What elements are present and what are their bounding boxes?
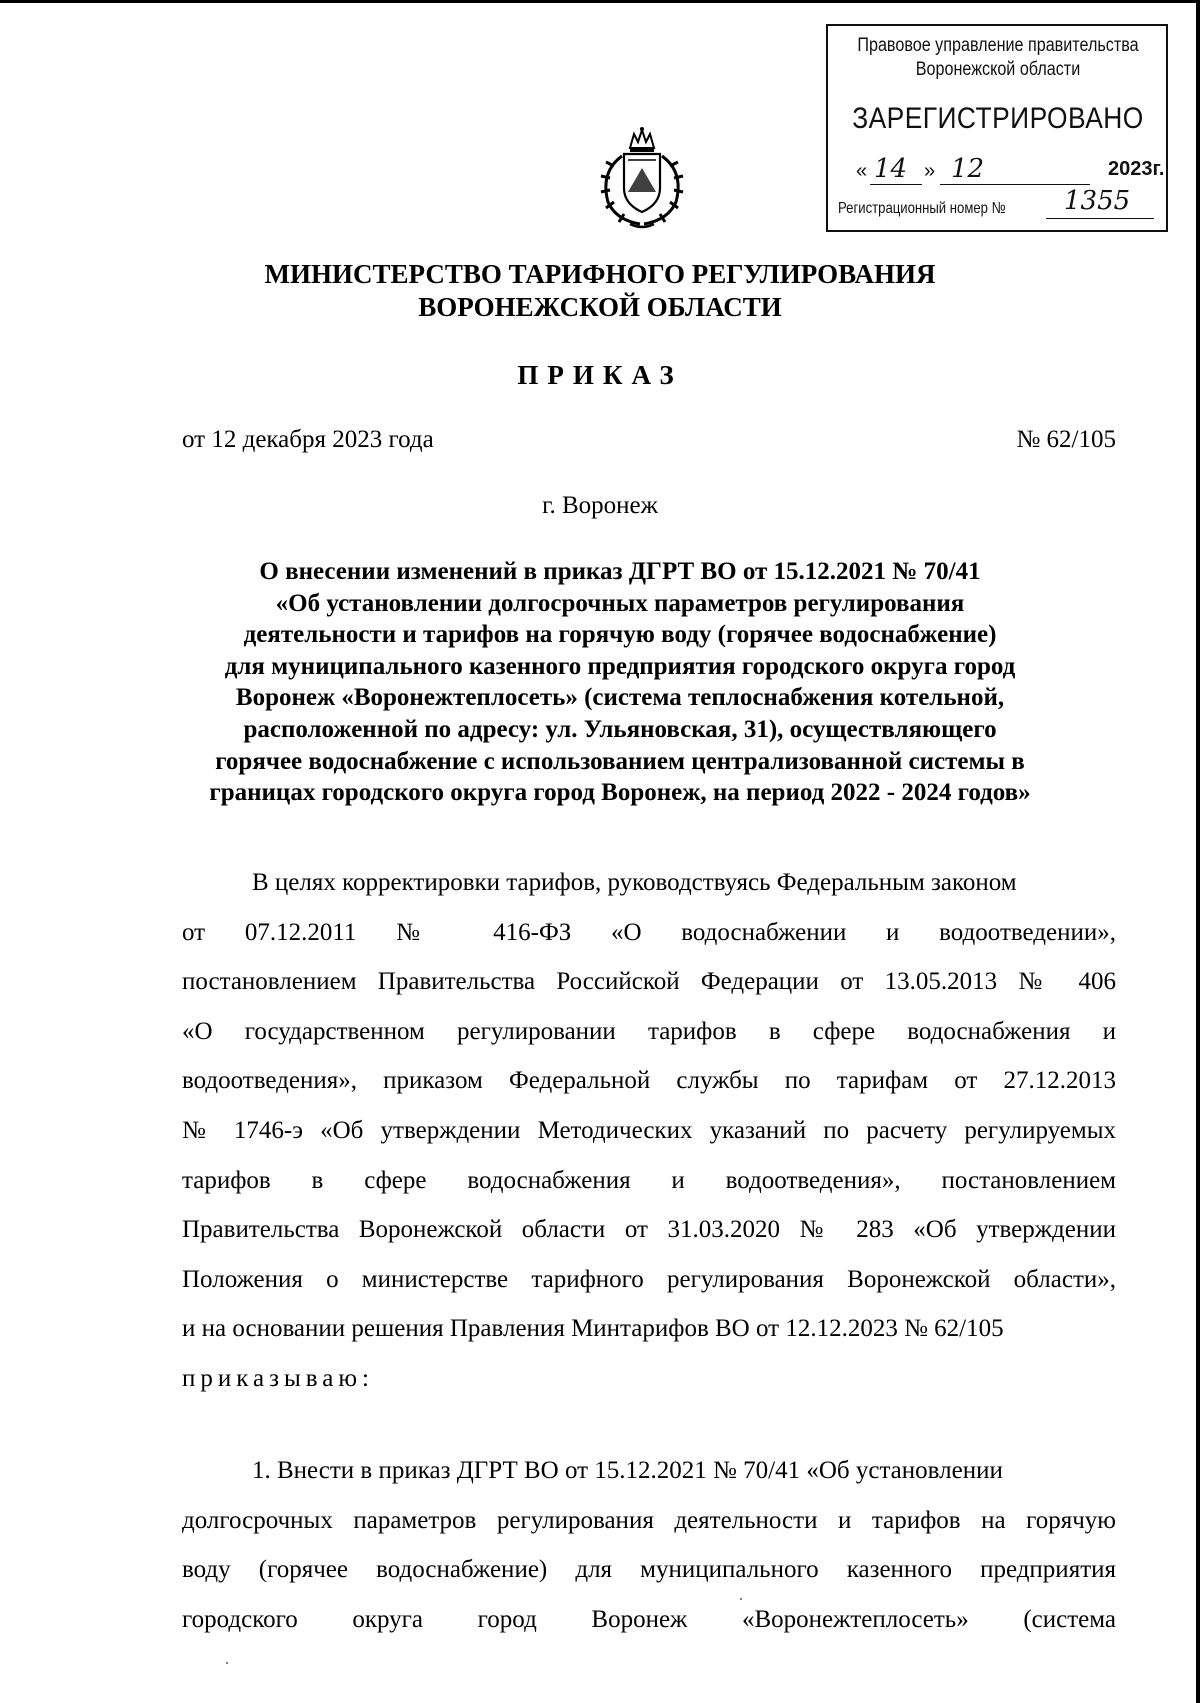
stamp-quote-open: « — [856, 160, 868, 182]
stamp-date-year: 2023г. — [1108, 158, 1165, 180]
ministry-title-line2: ВОРОНЕЖСКОЙ ОБЛАСТИ — [418, 292, 782, 322]
order-date: от 12 декабря 2023 года — [182, 426, 434, 453]
stamp-date-day: 14 — [874, 154, 908, 184]
body-line: Правительства Воронежской области от 31.03.2020 № 283 «Об утверждении — [182, 1216, 1116, 1244]
stamp-regnum-label: Регистрационный номер № — [838, 200, 1006, 217]
subject-line: для муниципального казенного предприятия городского округа город — [224, 652, 1016, 680]
body-line: городского округа город Воронеж «Воронежтеплосеть» (система — [182, 1605, 1116, 1633]
body-line: В целях корректировки тарифов, руководствуясь Федеральным законом — [252, 869, 1017, 896]
scan-speck — [740, 1598, 742, 1600]
order-subject — [150, 556, 1090, 809]
body-line: и на основании решения Правления Минтарифов ВО от 12.12.2023 № 62/105 — [182, 1315, 1004, 1343]
body-line: Положения о министерстве тарифного регулирования Воронежской области», — [182, 1265, 1116, 1293]
stamp-day-underline — [870, 184, 922, 185]
subject-line: горячее водоснабжение с использованием централизованной системы в — [215, 747, 1025, 775]
scan-edge-top — [0, 0, 1200, 3]
stamp-regnum-value: 1355 — [1064, 186, 1131, 216]
stamp-date-month: 12 — [951, 154, 985, 184]
body-line: тарифов в сфере водоснабжения и водоотведения», постановлением — [182, 1166, 1116, 1194]
subject-line: О внесении изменений в приказ ДГРТ ВО от 15.12.2021 № 70/41 — [259, 558, 981, 585]
stamp-quote-close: » — [924, 160, 936, 182]
orders-word: приказываю: — [182, 1364, 374, 1392]
stamp-month-underline — [940, 184, 1090, 185]
document-type: ПРИКАЗ — [517, 360, 683, 390]
body-line: воду (горячее водоснабжение) для муниципального казенного предприятия — [182, 1556, 1116, 1584]
subject-line: границах городского округа город Воронеж, на период 2022 - 2024 годов» — [209, 779, 1031, 807]
scan-speck — [226, 1662, 228, 1664]
registration-stamp — [826, 24, 1168, 232]
stamp-department: Правовое управление правительства Воронежской области — [857, 35, 1139, 80]
scan-edge-right — [1196, 0, 1200, 1703]
subject-line: «Об установлении долгосрочных параметров регулирования — [275, 589, 965, 617]
preamble-paragraph — [182, 858, 1116, 1404]
body-line: постановлением Правительства Российской Федерации от 13.05.2013 № 406 — [182, 968, 1116, 996]
ministry-title-line1: МИНИСТЕРСТВО ТАРИФНОГО РЕГУЛИРОВАНИЯ — [264, 259, 936, 289]
ministry-title — [0, 258, 1200, 324]
order-city: г. Воронеж — [542, 492, 658, 519]
body-line: водоотведения», приказом Федеральной службы по тарифам от 27.12.2013 — [182, 1067, 1116, 1095]
body-line: «О государственном регулировании тарифов в сфере водоснабжения и — [182, 1017, 1116, 1045]
body-line: от 07.12.2011 № 416-ФЗ «О водоснабжении и водоотведении», — [182, 918, 1116, 946]
stamp-registered: ЗАРЕГИСТРИРОВАНО — [852, 102, 1144, 135]
item-1-paragraph — [182, 1446, 1116, 1644]
body-line: 1. Внести в приказ ДГРТ ВО от 15.12.2021 № 70/41 «Об установлении — [252, 1457, 1003, 1484]
subject-line: Воронеж «Воронежтеплосеть» (система теплоснабжения котельной, — [235, 684, 1005, 712]
coat-of-arms-icon — [594, 126, 690, 232]
body-line: № 1746-э «Об утверждении Методических указаний по расчету регулируемых — [182, 1116, 1116, 1144]
body-line: долгосрочных параметров регулирования деятельности и тарифов на горячую — [182, 1506, 1116, 1534]
stamp-regnum-underline — [1046, 218, 1154, 219]
subject-line: деятельности и тарифов на горячую воду (горячее водоснабжение) — [243, 621, 997, 649]
order-number: № 62/105 — [1016, 426, 1116, 453]
subject-line: расположенной по адресу: ул. Ульяновская, 31), осуществляющего — [243, 715, 997, 743]
